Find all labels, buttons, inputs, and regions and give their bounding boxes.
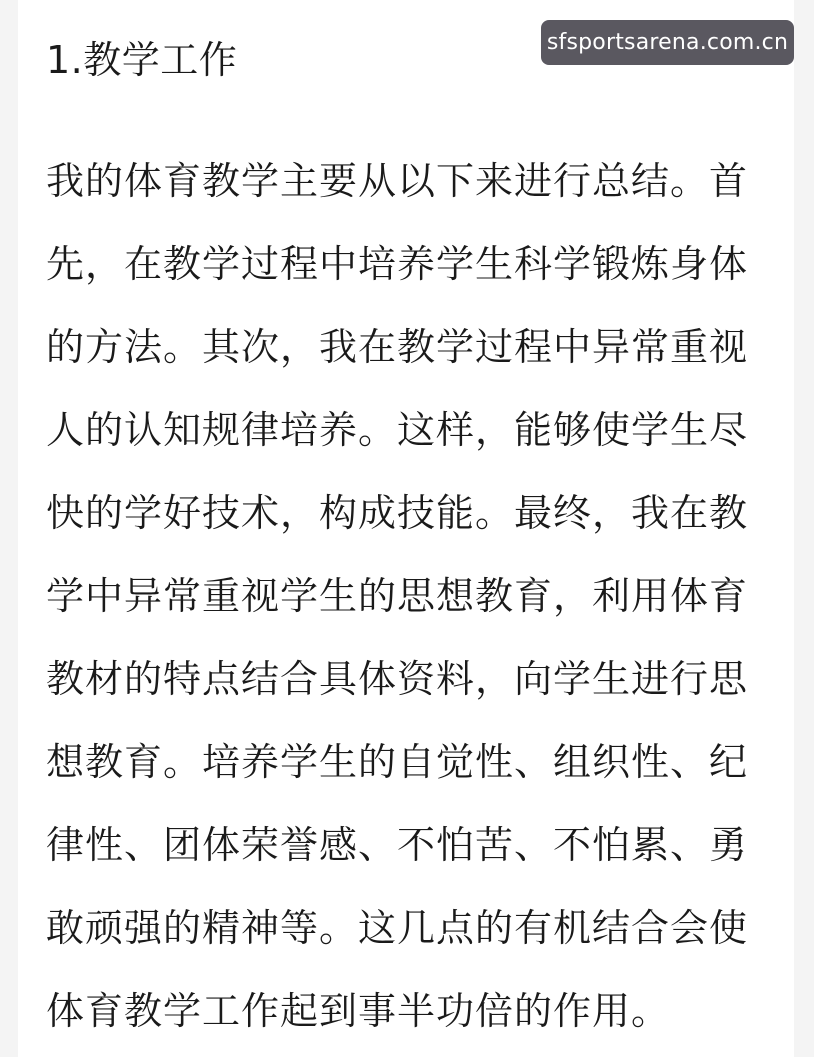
- paragraph-line: 敢顽强的精神等。这几点的有机结合会使: [46, 906, 749, 950]
- body-paragraph: [46, 145, 786, 1057]
- paragraph-line: 教材的特点结合具体资料，向学生进行思: [46, 657, 749, 701]
- paragraph-line: 先，在教学过程中培养学生科学锻炼身体: [46, 242, 749, 286]
- paragraph-line: 想教育。培养学生的自觉性、组织性、纪: [46, 740, 749, 784]
- paragraph-line: 体育教学工作起到事半功倍的作用。: [46, 989, 671, 1033]
- section-heading: 1.教学工作: [46, 38, 238, 82]
- paragraph-line: 人的认知规律培养。这样，能够使学生尽: [46, 408, 749, 452]
- paragraph-line: 我的体育教学主要从以下来进行总结。首: [46, 159, 749, 203]
- paragraph-line: 快的学好技术，构成技能。最终，我在教: [46, 491, 749, 535]
- paragraph-line: 的方法。其次，我在教学过程中异常重视: [46, 325, 749, 369]
- paragraph-line: 学中异常重视学生的思想教育，利用体育: [46, 574, 749, 618]
- paragraph-line: 律性、团体荣誉感、不怕苦、不怕累、勇: [46, 823, 749, 867]
- watermark-badge: sfsportsarena.com.cn: [541, 20, 794, 65]
